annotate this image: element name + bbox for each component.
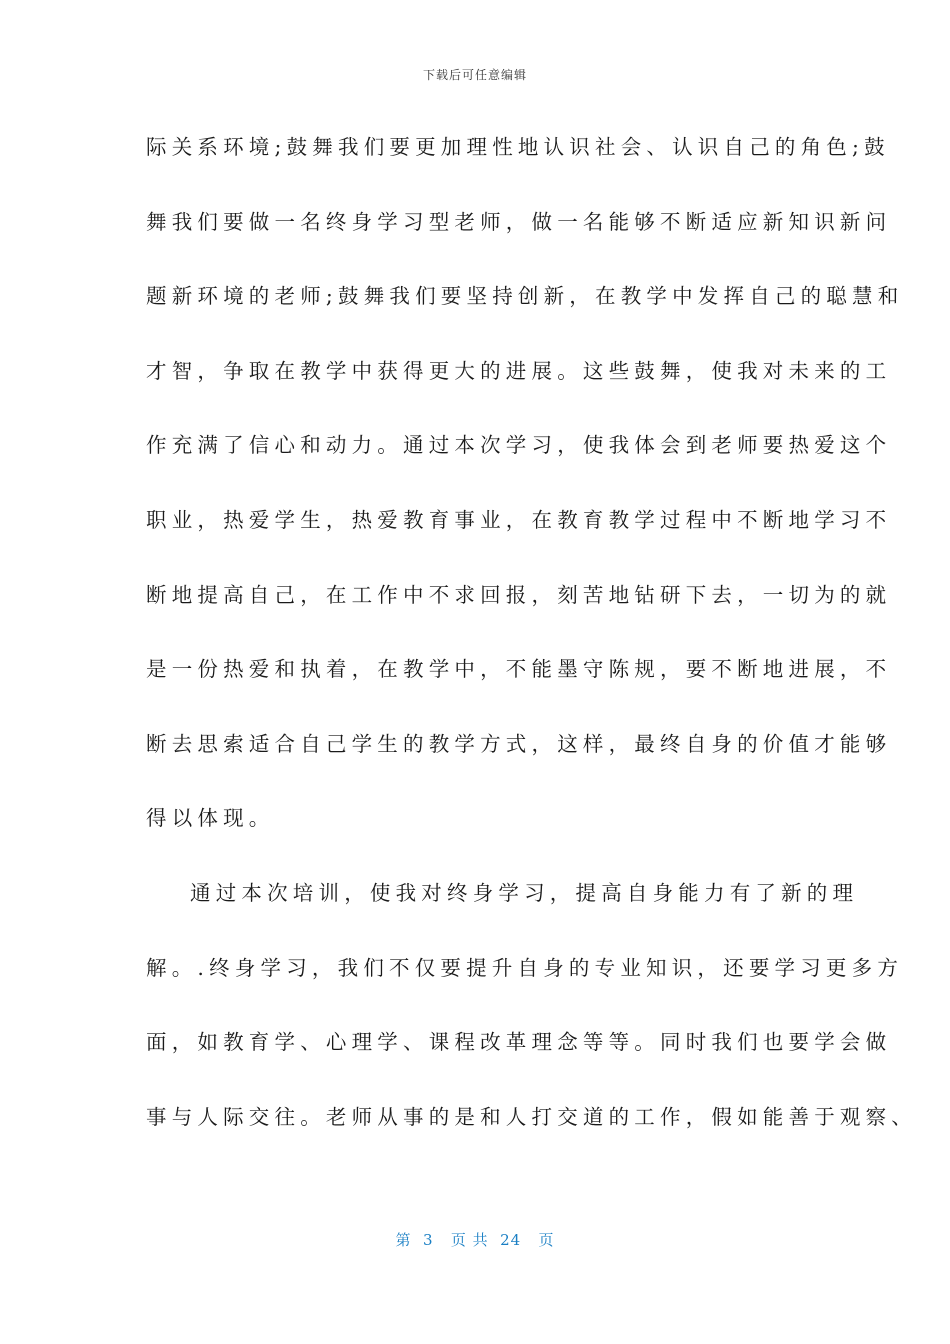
text-line: 作充满了信心和动力。通过本次学习，使我体会到老师要热爱这个 (146, 433, 892, 458)
page-header: 下载后可任意编辑 (422, 68, 527, 82)
text-line: 职业，热爱学生，热爱教育事业，在教育教学过程中不断地学习不 (146, 507, 892, 532)
text-line: 际关系环境;鼓舞我们要更加理性地认识社会、认识自己的角色;鼓 (146, 135, 890, 159)
text-line: 断地提高自己，在工作中不求回报，刻苦地钻研下去，一切为的就 (146, 582, 892, 607)
page-number-footer: 第 3 页 共 24 页 (395, 1231, 555, 1249)
text-line: 舞我们要做一名终身学习型老师，做一名能够不断适应新知识新问 (146, 209, 892, 234)
text-line: 断去思索适合自己学生的教学方式，这样，最终自身的价值才能够 (146, 731, 892, 756)
text-line: 面，如教育学、心理学、课程改革理念等等。同时我们也要学会做 (146, 1030, 892, 1055)
document-body (146, 122, 917, 1166)
text-line: 才智，争取在教学中获得更大的进展。这些鼓舞，使我对未来的工 (146, 358, 892, 383)
text-line: 得以体现。 (146, 806, 275, 831)
text-line: 是一份热爱和执着，在教学中，不能墨守陈规，要不断地进展，不 (146, 657, 892, 682)
text-line: 解。.终身学习，我们不仅要提升自身的专业知识，还要学习更多方 (146, 955, 904, 980)
text-line: 题新环境的老师;鼓舞我们要坚持创新，在教学中发挥自己的聪慧和 (146, 284, 904, 309)
paragraph-first-line: 通过本次培训，使我对终身学习，提高自身能力有了新的理 (190, 880, 859, 905)
text-line: 事与人际交往。老师从事的是和人打交道的工作，假如能善于观察、 (146, 1104, 917, 1129)
